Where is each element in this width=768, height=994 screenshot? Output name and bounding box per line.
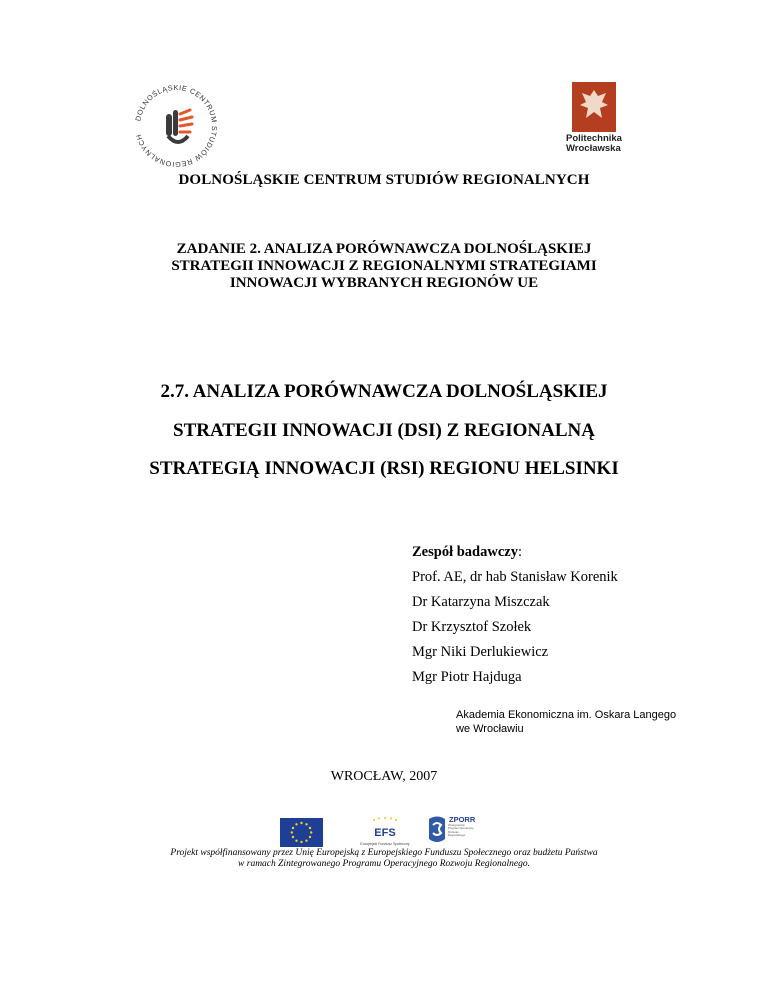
city-year: WROCŁAW, 2007 xyxy=(330,769,438,784)
zporr-logo-icon xyxy=(427,813,477,849)
dcsr-hands-icon xyxy=(128,78,224,174)
team-member: Mgr Niki Derlukiewicz xyxy=(412,644,549,660)
title-line: 2.7. ANALIZA PORÓWNAWCZA DOLNOŚLĄSKIEJ xyxy=(160,381,608,402)
title-line: STRATEGII INNOWACJI (DSI) Z REGIONALNĄ xyxy=(173,419,595,441)
dcsr-ring-text: DOLNOŚLĄSKIE CENTRUM STUDIÓW REGIONALNYCH xyxy=(133,82,220,170)
team-member: Prof. AE, dr hab Stanisław Korenik xyxy=(412,569,618,585)
research-team xyxy=(412,543,618,693)
eagle-shield-icon xyxy=(572,82,616,132)
task-line: ZADANIE 2. ANALIZA PORÓWNAWCZA DOLNOŚLĄSKIEJ xyxy=(176,241,592,257)
institute-name: DOLNOŚLĄSKIE CENTRUM STUDIÓW REGIONALNYCH xyxy=(178,172,590,188)
task-heading xyxy=(0,241,768,292)
politechnika-line2: Wrocławska xyxy=(566,143,621,154)
affiliation xyxy=(456,708,676,736)
efs-label: EFS xyxy=(374,827,396,839)
task-line: INNOWACJI WYBRANYCH REGIONÓW UE xyxy=(229,275,539,291)
task-line: STRATEGII INNOWACJI Z REGIONALNYMI STRATEGIAMI xyxy=(171,258,597,274)
document-title xyxy=(0,373,768,489)
team-heading-colon: : xyxy=(517,544,522,560)
team-member: Dr Katarzyna Miszczak xyxy=(412,594,550,610)
zporr-sub-label: Zintegrowany Program Operacyjny Rozwoju Regionalnego xyxy=(448,824,474,837)
efs-logo-icon xyxy=(360,816,410,848)
politechnika-line1: Politechnika xyxy=(566,133,622,144)
efs-sub-label: Europejski Fundusz Społeczny xyxy=(360,842,410,846)
team-member: Dr Krzysztof Szołek xyxy=(412,619,532,635)
funding-line1: Projekt współfinansowany przez Unię Europejską z Europejskiego Funduszu Społecznego oraz budżetu Państwa xyxy=(170,848,598,858)
eu-flag-icon xyxy=(280,818,323,847)
team-heading xyxy=(412,543,618,568)
funding-line2: w ramach Zintegrowanego Programu Operacyjnego Rozwoju Regionalnego. xyxy=(238,859,530,869)
politechnika-logo xyxy=(566,82,622,162)
affiliation-line1: Akademia Ekonomiczna im. Oskara Langego xyxy=(456,709,677,721)
dcsr-logo xyxy=(128,78,224,174)
team-heading-label: Zespół badawczy xyxy=(412,544,518,560)
team-member: Mgr Piotr Hajduga xyxy=(412,669,522,685)
affiliation-line2: we Wrocławiu xyxy=(456,723,524,735)
title-line: STRATEGIĄ INNOWACJI (RSI) REGIONU HELSINKI xyxy=(149,458,619,479)
funding-note xyxy=(0,848,768,870)
zporr-label: ZPORR xyxy=(449,815,476,824)
